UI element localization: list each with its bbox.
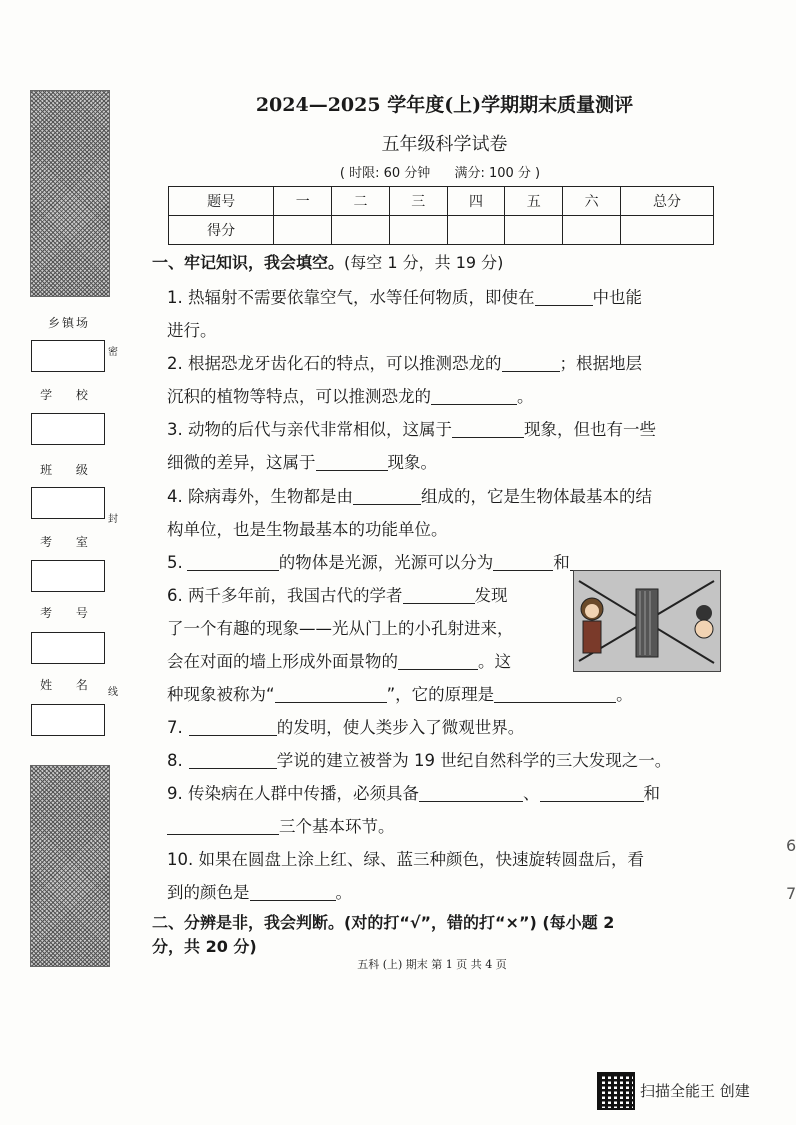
question-8: [167, 747, 671, 771]
q5-text: 和: [553, 553, 570, 572]
page-footer: 五科 (上) 期末 第 1 页 共 4 页: [357, 958, 507, 971]
score-cell[interactable]: [505, 216, 563, 245]
score-header-cell: 五: [505, 187, 563, 216]
q3-text: 现象。: [387, 453, 437, 472]
answer-blank[interactable]: [316, 454, 388, 472]
q1-text: 进行。: [167, 321, 217, 340]
score-cell[interactable]: [447, 216, 505, 245]
question-7: [167, 714, 524, 738]
section1-note: (每空 1 分，共 19 分): [344, 253, 504, 272]
q6-text: ”，它的原理是: [386, 685, 495, 704]
score-cell[interactable]: [389, 216, 447, 245]
section2-line1: 二、分辨是非，我会判断。(对的打“√”，错的打“×”) (每小题 2: [152, 913, 615, 932]
answer-blank[interactable]: [493, 554, 553, 572]
question-4-line1: [167, 483, 652, 507]
score-table: [168, 186, 714, 245]
q6-text: 。这: [478, 652, 511, 671]
score-header-cell: 一: [274, 187, 332, 216]
q6-text: 种现象被称为“: [167, 685, 275, 704]
answer-blank[interactable]: [419, 785, 523, 803]
answer-blank[interactable]: [540, 785, 644, 803]
answer-blank[interactable]: [353, 488, 421, 506]
score-cell[interactable]: [621, 216, 714, 245]
field-label-name: 姓 名: [40, 678, 98, 692]
q1-text: 中也能: [592, 288, 642, 307]
q5-text: 5.: [167, 553, 183, 572]
field-label-room: 考 室: [40, 535, 98, 549]
answer-blank[interactable]: [535, 289, 593, 307]
field-box-school[interactable]: [31, 413, 105, 445]
q6-text: 了一个有趣的现象——光从门上的小孔射进来，: [167, 619, 514, 638]
q2-text: 2. 根据恐龙牙齿化石的特点，可以推测恐龙的: [167, 354, 502, 373]
score-header-cell: 四: [447, 187, 505, 216]
q4-text: 4. 除病毒外，生物都是由: [167, 487, 353, 506]
q8-text: 8.: [167, 751, 183, 770]
field-box-name[interactable]: [31, 704, 105, 736]
q6-text: 会在对面的墙上形成外面景物的: [167, 652, 398, 671]
seal-char-mi: 密: [108, 347, 118, 358]
q10-text: 10. 如果在圆盘上涂上红、绿、蓝三种颜色，快速旋转圆盘后，看: [167, 850, 644, 869]
q3-text: 现象，但也有一些: [524, 420, 656, 439]
field-label-school: 学 校: [40, 388, 98, 402]
full-score: 满分: 100 分 ): [454, 166, 541, 181]
question-6-line2: [167, 615, 514, 639]
score-header-cell: 题号: [169, 187, 274, 216]
answer-blank[interactable]: [403, 587, 475, 605]
question-1-line1: [167, 284, 642, 308]
field-label-class: 班 级: [40, 463, 98, 477]
field-box-room[interactable]: [31, 560, 105, 592]
q9-text: 和: [643, 784, 660, 803]
answer-blank[interactable]: [494, 686, 616, 704]
score-cell[interactable]: [332, 216, 390, 245]
question-6-line3: [167, 648, 511, 672]
question-5-line1: [167, 549, 632, 573]
q2-text: 。: [517, 387, 534, 406]
question-6-line1: [167, 582, 508, 606]
score-row-label: 得分: [169, 216, 274, 245]
question-6-line4: [167, 681, 633, 705]
q1-text: 1. 热辐射不需要依靠空气，水等任何物质，即使在: [167, 288, 535, 307]
q9-text: 三个基本环节。: [279, 817, 395, 836]
q3-text: 3. 动物的后代与亲代非常相似，这属于: [167, 420, 452, 439]
pinhole-diagram-icon: [574, 571, 720, 671]
field-label-town: 乡镇场: [47, 316, 90, 330]
question-3-line1: [167, 416, 656, 440]
exam-title: 2024—2025 学年度(上)学期期末质量测评: [255, 94, 634, 116]
seal-char-feng: 封: [108, 514, 118, 525]
question-4-line2: [167, 516, 448, 540]
answer-blank[interactable]: [398, 653, 478, 671]
answer-blank[interactable]: [275, 686, 387, 704]
question-10-line1: [167, 846, 644, 870]
q10-text: 。: [335, 883, 352, 902]
q7-text: 7.: [167, 718, 183, 737]
question-9-line2: [167, 813, 395, 837]
question-2-line1: [167, 350, 642, 374]
question-9-line1: [167, 780, 660, 804]
score-cell[interactable]: [563, 216, 621, 245]
score-header-cell: 六: [563, 187, 621, 216]
edge-mark: 6: [786, 836, 796, 855]
field-box-class[interactable]: [31, 487, 105, 519]
score-header-cell: 总分: [621, 187, 714, 216]
score-table-header-row: [169, 187, 714, 216]
binding-strip-top: [30, 90, 110, 297]
score-table-score-row: [169, 216, 714, 245]
question-3-line2: [167, 449, 437, 473]
q4-text: 组成的，它是生物体最基本的结: [421, 487, 652, 506]
q4-text: 构单位，也是生物最基本的功能单位。: [167, 520, 448, 539]
score-cell[interactable]: [274, 216, 332, 245]
answer-blank[interactable]: [167, 818, 279, 836]
q6-text: 发现: [474, 586, 508, 605]
section2-line2: 分，共 20 分): [152, 937, 257, 956]
binding-strip-bottom: [30, 765, 110, 967]
q8-text: 学说的建立被誉为 19 世纪自然科学的三大发现之一。: [276, 751, 672, 770]
question-2-line2: [167, 383, 534, 407]
qr-code-icon: [597, 1072, 635, 1110]
exam-limits: [260, 162, 620, 181]
q2-text: 沉积的植物等特点，可以推测恐龙的: [167, 387, 431, 406]
answer-blank[interactable]: [452, 421, 524, 439]
q9-text: 9. 传染病在人群中传播，必须具备: [167, 784, 419, 803]
question-1-line2: [167, 317, 217, 341]
question-10-line2: [167, 879, 352, 903]
field-box-town[interactable]: [31, 340, 105, 372]
scanner-watermark: 扫描全能王 创建: [640, 1082, 750, 1100]
answer-blank[interactable]: [250, 884, 336, 902]
answer-blank[interactable]: [187, 554, 279, 572]
section1-heading: [152, 250, 503, 273]
q5-text: 的物体是光源，光源可以分为: [278, 553, 494, 572]
answer-blank[interactable]: [431, 388, 517, 406]
q6-text: 。: [616, 685, 633, 704]
pinhole-camera-illustration: [573, 570, 721, 672]
q7-text: 的发明，使人类步入了微观世界。: [276, 718, 525, 737]
field-label-exam-no: 考 号: [40, 606, 98, 620]
answer-blank[interactable]: [570, 554, 632, 572]
time-limit: ( 时限: 60 分钟: [339, 166, 431, 181]
q10-text: 到的颜色是: [167, 883, 250, 902]
exam-subtitle: 五年级科学试卷: [381, 134, 508, 155]
answer-blank[interactable]: [502, 355, 560, 373]
field-box-exam-no[interactable]: [31, 632, 105, 664]
score-header-cell: 三: [389, 187, 447, 216]
q2-text: ；根据地层: [559, 354, 642, 373]
seal-char-xian: 线: [108, 687, 118, 698]
answer-blank[interactable]: [189, 719, 277, 737]
q9-text: 、: [523, 784, 540, 803]
score-header-cell: 二: [332, 187, 390, 216]
section1-title: 一、牢记知识，我会填空。: [152, 253, 345, 272]
answer-blank[interactable]: [189, 752, 277, 770]
edge-mark: 7: [786, 884, 796, 903]
q6-text: 6. 两千多年前，我国古代的学者: [167, 586, 403, 605]
q3-text: 细微的差异，这属于: [167, 453, 316, 472]
